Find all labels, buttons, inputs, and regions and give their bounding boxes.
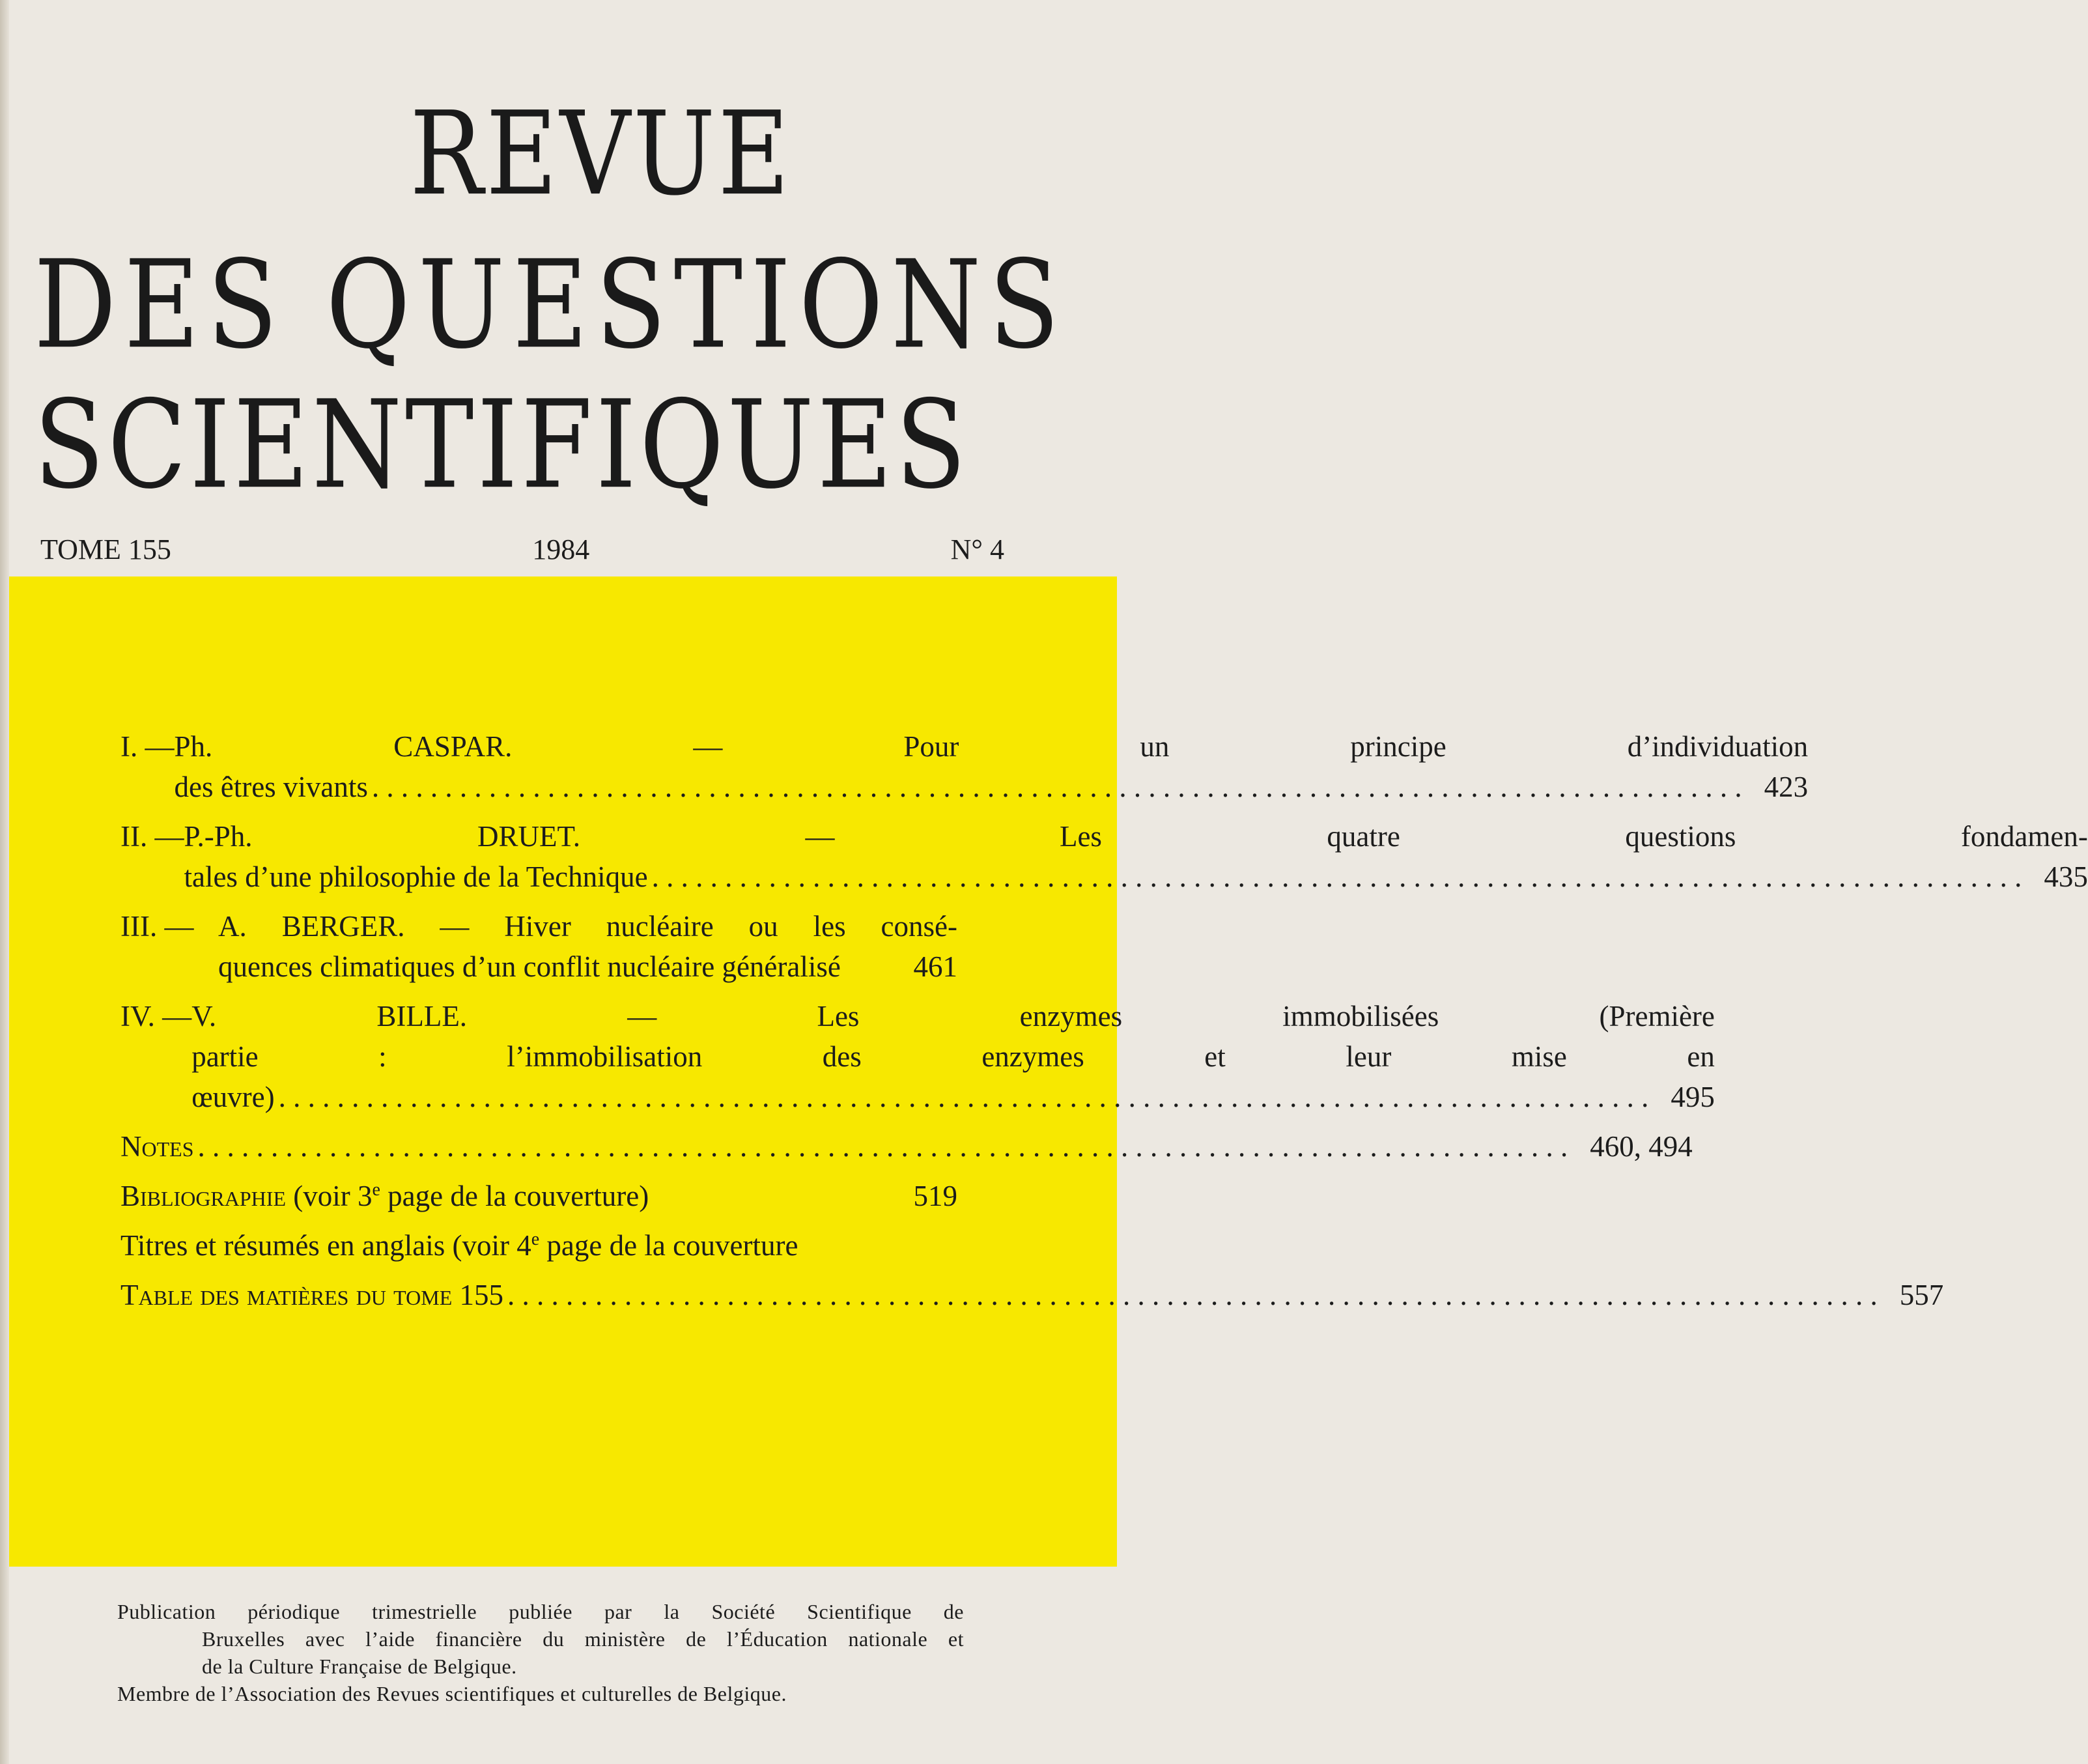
entry-line: Ph. CASPAR. — Pour un principe d’individuation xyxy=(174,730,1809,763)
table-label: Table des matières du tome 155 xyxy=(120,1279,503,1311)
publication-footer xyxy=(117,1598,964,1707)
dot-leader xyxy=(503,1275,1882,1315)
bibliographie-note: (voir 3 xyxy=(286,1180,373,1212)
entry-line: A. BERGER. — Hiver nucléaire ou les consé- xyxy=(218,910,957,943)
superscript: e xyxy=(372,1180,380,1200)
entry-line: partie : l’immobilisation des enzymes et leur mise en xyxy=(191,1040,1715,1073)
year-label: 1984 xyxy=(532,533,590,565)
masthead xyxy=(0,0,1117,576)
entry-line: tales d’une philosophie de la Technique xyxy=(184,861,648,893)
dot-leader xyxy=(648,857,2026,897)
toc-titres-resumes xyxy=(120,1225,957,1266)
page-number: 519 xyxy=(913,1180,957,1212)
issue-number: N° 4 xyxy=(950,533,1004,565)
entry-line: quences climatiques d’un conflit nucléaire généralisé xyxy=(218,950,841,983)
toc-entry-4 xyxy=(120,996,1715,1117)
title-des-questions: DES QUESTIONS xyxy=(34,235,1067,377)
bibliographie-note: page de la couverture) xyxy=(380,1180,649,1212)
page-number: 461 xyxy=(913,950,957,983)
entry-numeral: I. — xyxy=(120,730,175,763)
page-number: 460, 494 xyxy=(1590,1130,1693,1163)
toc-entry-1 xyxy=(120,726,1809,807)
notes-label: Notes xyxy=(120,1130,194,1163)
toc-entry-3 xyxy=(120,906,957,987)
page-number: 423 xyxy=(1764,771,1809,803)
toc-entry-2 xyxy=(120,816,2088,897)
title-scientifiques: SCIENTIFIQUES xyxy=(34,375,970,517)
toc-notes xyxy=(120,1126,1693,1167)
page-number: 495 xyxy=(1671,1081,1715,1113)
titres-text: page de la couverture xyxy=(539,1229,798,1262)
dot-leader xyxy=(275,1077,1653,1117)
entry-line: V. BILLE. — Les enzymes immobilisées (Première xyxy=(191,1000,1715,1032)
entry-numeral: III. — xyxy=(120,910,194,943)
dot-leader xyxy=(194,1126,1572,1167)
footer-line: Membre de l’Association des Revues scientifiques et culturelles de Belgique. xyxy=(117,1682,787,1705)
entry-line: P.-Ph. DRUET. — Les quatre questions fondamen- xyxy=(184,820,2088,853)
toc-bibliographie xyxy=(120,1176,957,1216)
titres-text: Titres et résumés en anglais (voir 4 xyxy=(120,1229,531,1262)
entry-line: œuvre) xyxy=(191,1081,275,1113)
entry-line: des êtres vivants xyxy=(174,771,368,803)
title-revue: REVUE xyxy=(410,87,792,221)
superscript: e xyxy=(531,1229,540,1249)
page-number: 557 xyxy=(1899,1279,1944,1311)
toc-table-des-matieres xyxy=(120,1275,1944,1315)
footer-line: de la Culture Française de Belgique. xyxy=(202,1655,517,1678)
bibliographie-label: Bibliographie xyxy=(120,1180,286,1212)
table-of-contents xyxy=(120,726,2088,1324)
page-number: 435 xyxy=(2044,861,2088,893)
footer-line: Publication périodique trimestrielle publiée par la Société Scientifique de xyxy=(117,1600,964,1623)
dot-leader xyxy=(368,767,1746,807)
issue-meta-row xyxy=(40,533,1004,566)
tome-label: TOME 155 xyxy=(40,533,171,565)
footer-line: Bruxelles avec l’aide financière du ministère de l’Éducation nationale et xyxy=(202,1627,964,1651)
entry-numeral: II. — xyxy=(120,820,184,853)
entry-numeral: IV. — xyxy=(120,1000,192,1032)
